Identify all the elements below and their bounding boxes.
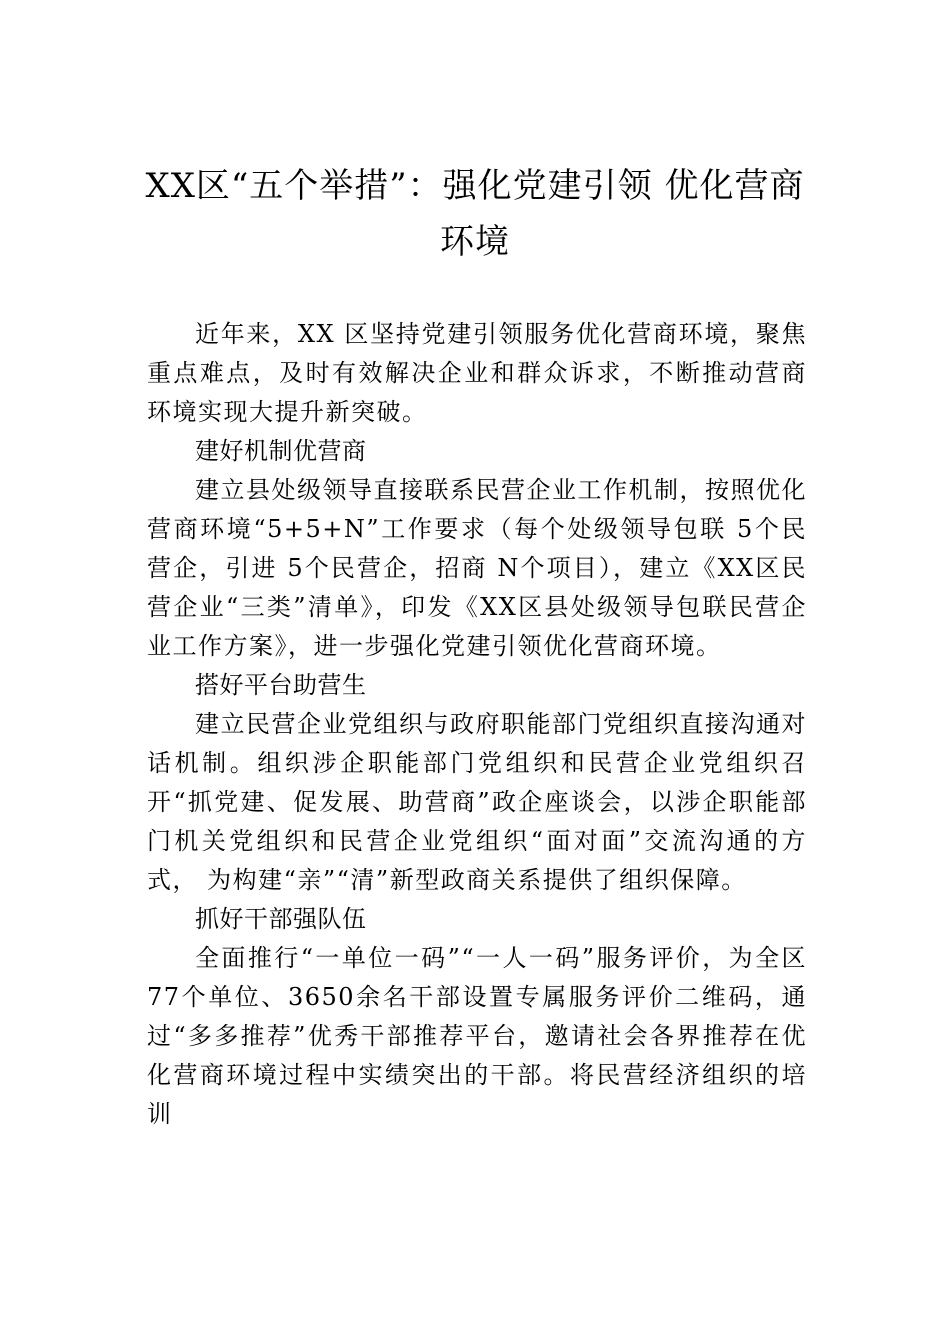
- section-paragraph: 建立民营企业党组织与政府职能部门党组织直接沟通对话机制。组织涉企职能部门党组织和民营企业党组织召开“抓党建、促发展、助营商”政企座谈会，以涉企职能部门机关党组织和民营企业党组织“面对面”交流沟通的方式， 为构建“亲”“清”新型政商关系提供了组织保障。: [147, 710, 807, 894]
- document-body: [147, 315, 807, 1134]
- section-paragraph: 建立县处级领导直接联系民营企业工作机制，按照优化营商环境“5+5+N”工作要求（每个处级领导包联 5个民营企，引进 5个民营企，招商 N个项目），建立《XX区民营企业“三类”清单》，印发《XX区县处级领导包联民营企业工作方案》，进一步强化党建引领优化营商环境。: [147, 476, 807, 660]
- intro-paragraph: 近年来，XX 区坚持党建引领服务优化营商环境，聚焦重点难点，及时有效解决企业和群众诉求，不断推动营商环境实现大提升新突破。: [147, 320, 807, 426]
- section-heading: 抓好干部强队伍: [195, 905, 367, 933]
- document-title: XX区“五个举措”：强化党建引领 优化营商环境: [145, 166, 805, 262]
- section-heading: 搭好平台助营生: [195, 671, 367, 699]
- section-paragraph: 全面推行“一单位一码”“一人一码”服务评价，为全区 77个单位、3650余名干部设置专属服务评价二维码，通过“多多推荐”优秀干部推荐平台，邀请社会各界推荐在优化营商环境过程中实绩突出的干部。将民营经济组织的培训: [147, 944, 807, 1128]
- section-heading: 建好机制优营商: [195, 437, 367, 465]
